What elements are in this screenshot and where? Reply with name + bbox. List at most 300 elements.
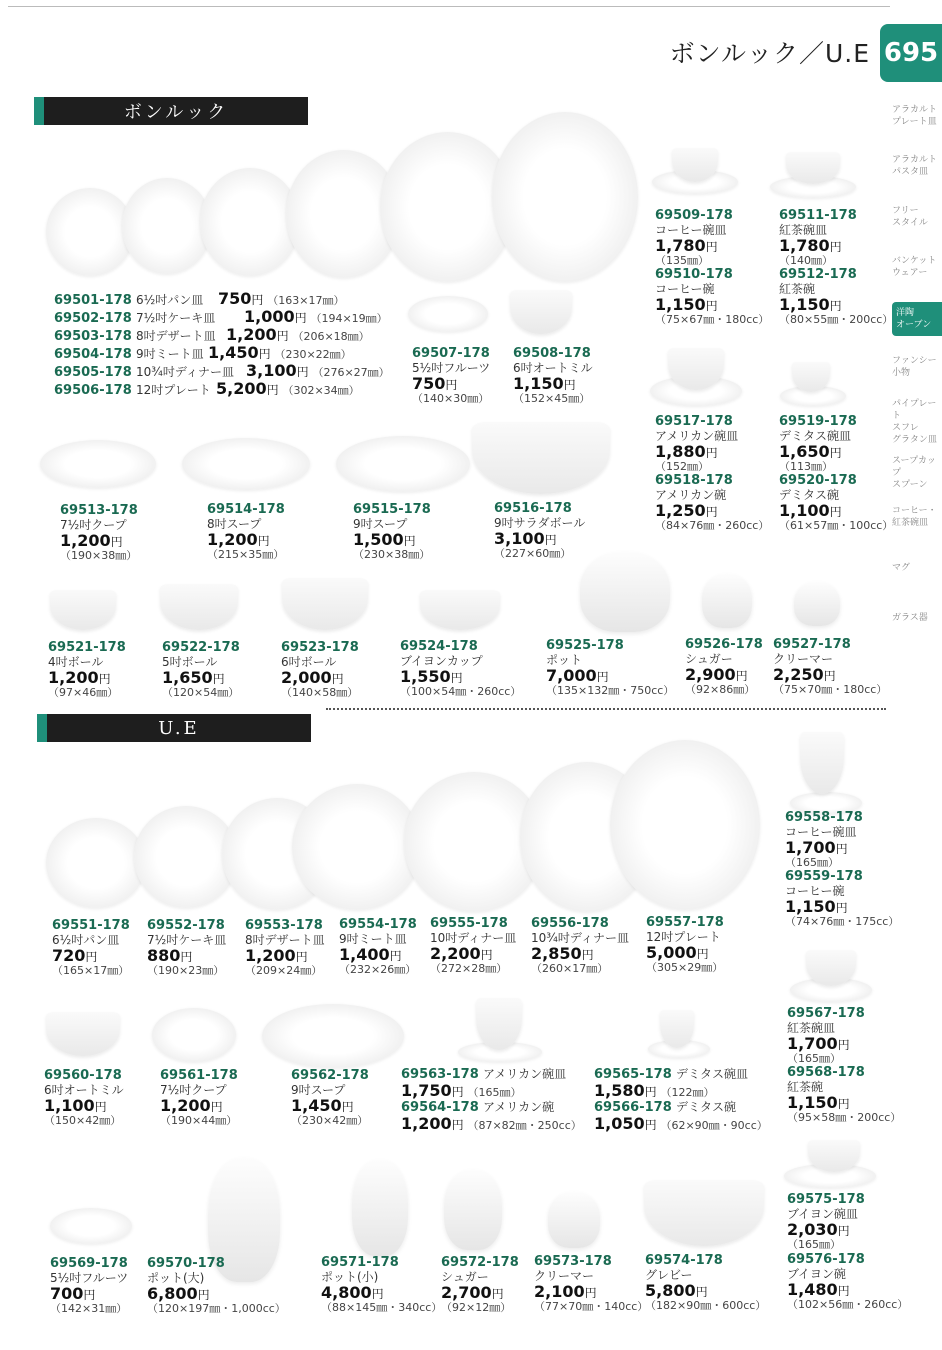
soup-plate-image bbox=[262, 1004, 404, 1068]
product-69552 bbox=[147, 919, 226, 978]
product-price: 1,200 bbox=[160, 1096, 211, 1115]
product-price: 2,000 bbox=[281, 668, 332, 687]
yen-unit: 円 bbox=[295, 950, 308, 964]
product-price: 1,150 bbox=[513, 374, 564, 393]
product-size: （165㎜） bbox=[785, 856, 839, 869]
sidebar-label: スタイル bbox=[892, 218, 928, 228]
product-price: 1,000 bbox=[244, 307, 295, 326]
yen-unit: 円 bbox=[341, 1100, 354, 1114]
product-code: 69559-178 bbox=[785, 869, 863, 884]
bowl-image bbox=[160, 584, 238, 630]
product-69513 bbox=[60, 504, 138, 563]
teapot-image bbox=[580, 552, 670, 632]
product-code: 69561-178 bbox=[160, 1068, 238, 1083]
product-price: 1,550 bbox=[400, 667, 451, 686]
yen-unit: 円 bbox=[829, 505, 842, 519]
product-size: （140×30㎜） bbox=[412, 392, 490, 405]
product-price: 1,780 bbox=[779, 236, 830, 255]
product-69562 bbox=[291, 1069, 369, 1128]
product-size: （190×44㎜） bbox=[160, 1114, 238, 1127]
fruit-bowl-image bbox=[408, 296, 488, 332]
product-name: 5½吋フルーツ bbox=[412, 361, 491, 375]
product-price: 1,700 bbox=[785, 838, 836, 857]
product-price: 750 bbox=[412, 374, 446, 393]
product-name: デミタス碗皿 bbox=[676, 1067, 749, 1081]
yen-unit: 円 bbox=[85, 950, 98, 964]
list-item bbox=[54, 380, 360, 399]
yen-unit: 円 bbox=[829, 299, 842, 313]
gravy-boat-image bbox=[644, 1180, 764, 1246]
product-code: 69515-178 bbox=[353, 502, 431, 517]
product-code: 69509-178 bbox=[655, 208, 733, 223]
product-69510 bbox=[655, 268, 769, 327]
product-size: （75×67㎜・180cc） bbox=[655, 313, 770, 326]
product-name: 9吋サラダボール bbox=[494, 516, 586, 530]
sidebar-item-mug[interactable] bbox=[892, 562, 942, 574]
product-name: 紅茶碗 bbox=[787, 1080, 824, 1094]
plate-image bbox=[46, 188, 134, 276]
yen-unit: 円 bbox=[835, 901, 848, 915]
product-69527 bbox=[773, 638, 887, 697]
sidebar-item-banquet[interactable] bbox=[892, 255, 942, 279]
product-price: 720 bbox=[52, 946, 86, 965]
yen-unit: 円 bbox=[837, 1284, 850, 1298]
yen-unit: 円 bbox=[644, 1085, 657, 1099]
product-name: 紅茶碗皿 bbox=[779, 223, 828, 237]
product-size: （227×60㎜） bbox=[494, 547, 572, 560]
product-code: 69567-178 bbox=[787, 1006, 865, 1021]
product-code: 69560-178 bbox=[44, 1068, 122, 1083]
product-69512 bbox=[779, 268, 893, 327]
product-name: 9吋スープ bbox=[353, 517, 408, 531]
product-size: （150×42㎜） bbox=[44, 1114, 122, 1127]
product-size: （190×38㎜） bbox=[60, 549, 138, 562]
product-size: （92×86㎜） bbox=[685, 683, 756, 696]
product-code: 69510-178 bbox=[655, 267, 733, 282]
product-price: 1,580 bbox=[594, 1081, 645, 1100]
product-price: 1,100 bbox=[779, 501, 830, 520]
product-69576 bbox=[787, 1253, 908, 1312]
yen-unit: 円 bbox=[451, 1085, 464, 1099]
product-size: （97×46㎜） bbox=[48, 686, 119, 699]
creamer-image bbox=[794, 582, 840, 626]
product-69521 bbox=[48, 641, 126, 700]
product-name: デミタス碗 bbox=[676, 1100, 737, 1114]
product-code: 69521-178 bbox=[48, 640, 126, 655]
product-name: ブイヨン碗皿 bbox=[787, 1207, 858, 1221]
yen-unit: 円 bbox=[705, 505, 718, 519]
product-code: 69573-178 bbox=[534, 1254, 612, 1269]
product-name: 10¾吋ディナー皿 bbox=[136, 365, 234, 379]
product-price: 1,200 bbox=[245, 946, 296, 965]
product-code: 69523-178 bbox=[281, 640, 359, 655]
product-size: （62×90㎜・90cc） bbox=[660, 1119, 768, 1132]
product-code: 69505-178 bbox=[54, 365, 132, 380]
product-code: 69572-178 bbox=[441, 1255, 519, 1270]
product-size: （272×28㎜） bbox=[430, 962, 508, 975]
product-69568 bbox=[787, 1066, 901, 1125]
product-name: 7½吋ケーキ皿 bbox=[147, 933, 227, 947]
plate-image bbox=[122, 178, 212, 274]
yen-unit: 円 bbox=[371, 1287, 384, 1301]
product-price: 1,250 bbox=[655, 501, 706, 520]
sidebar-label: グラタン皿 bbox=[892, 435, 937, 445]
product-code: 69563-178 bbox=[401, 1067, 479, 1082]
product-code: 69526-178 bbox=[685, 637, 763, 652]
product-name: 5吋ボール bbox=[162, 655, 218, 669]
product-name: 10¾吋ディナー皿 bbox=[531, 931, 629, 945]
product-69520 bbox=[779, 474, 893, 533]
product-name: 7½吋ケーキ皿 bbox=[136, 311, 216, 325]
product-code: 69569-178 bbox=[50, 1256, 128, 1271]
product-price: 5,800 bbox=[645, 1281, 696, 1300]
sidebar-label: ガラス器 bbox=[892, 613, 928, 623]
product-size: （74×76㎜・175cc） bbox=[785, 915, 900, 928]
sidebar-item-soup-cup[interactable] bbox=[892, 455, 942, 491]
product-name: 7½吋クープ bbox=[160, 1083, 227, 1097]
sidebar-label: フリー bbox=[892, 206, 919, 216]
product-price: 1,200 bbox=[60, 531, 111, 550]
product-size: （232×26㎜） bbox=[339, 963, 417, 976]
product-69573 bbox=[534, 1255, 648, 1314]
product-code: 69517-178 bbox=[655, 414, 733, 429]
product-size: （194×19㎜） bbox=[310, 312, 388, 325]
yen-unit: 円 bbox=[644, 1118, 657, 1132]
product-name: シュガー bbox=[685, 652, 733, 666]
sidebar-item-pie-plate[interactable] bbox=[892, 398, 942, 446]
product-name: ブイヨンカップ bbox=[400, 654, 483, 668]
product-code: 69551-178 bbox=[52, 918, 130, 933]
product-name: 8吋デザート皿 bbox=[245, 933, 325, 947]
product-name: コーヒー碗皿 bbox=[655, 223, 727, 237]
yen-unit: 円 bbox=[276, 329, 289, 343]
product-code: 69501-178 bbox=[54, 293, 132, 308]
product-price: 2,850 bbox=[531, 944, 582, 963]
plate-image bbox=[492, 112, 638, 282]
product-price: 1,450 bbox=[291, 1096, 342, 1115]
yen-unit: 円 bbox=[197, 1288, 210, 1302]
product-size: （302×34㎜） bbox=[282, 384, 360, 397]
product-price: 1,150 bbox=[655, 295, 706, 314]
sidebar-label: マグ bbox=[892, 563, 911, 573]
product-size: （84×76㎜・260cc） bbox=[655, 519, 770, 532]
sidebar-label: パイプレート bbox=[892, 399, 937, 421]
product-price: 880 bbox=[147, 946, 181, 965]
sidebar-item-western-oven[interactable] bbox=[892, 302, 942, 336]
product-69517 bbox=[655, 415, 738, 474]
product-code: 69522-178 bbox=[162, 640, 240, 655]
product-code: 69552-178 bbox=[147, 918, 225, 933]
product-name: 6吋オートミル bbox=[44, 1083, 124, 1097]
product-69570 bbox=[147, 1257, 286, 1316]
product-code: 69514-178 bbox=[207, 502, 285, 517]
product-price: 750 bbox=[218, 289, 252, 308]
product-name: ポット(大) bbox=[147, 1271, 205, 1285]
product-69508 bbox=[513, 347, 593, 406]
product-code: 69518-178 bbox=[655, 473, 733, 488]
product-code: 69576-178 bbox=[787, 1252, 865, 1267]
product-name: クリーマー bbox=[773, 652, 834, 666]
bowl-image bbox=[282, 578, 368, 630]
product-69526 bbox=[685, 638, 763, 697]
product-69567 bbox=[787, 1007, 865, 1066]
product-69516 bbox=[494, 502, 585, 561]
sidebar-item-alacarte-plate[interactable] bbox=[892, 104, 942, 128]
creamer-image bbox=[548, 1192, 600, 1248]
product-name: 12吋プレート bbox=[136, 383, 211, 397]
sidebar-label: スプーン bbox=[892, 480, 928, 490]
sidebar-label: アラカルト bbox=[892, 155, 938, 165]
yen-unit: 円 bbox=[294, 311, 307, 325]
product-size: （206×18㎜） bbox=[292, 330, 370, 343]
fruit-bowl-image bbox=[50, 1208, 132, 1244]
product-69558 bbox=[785, 811, 863, 870]
product-price: 1,200 bbox=[401, 1114, 452, 1133]
product-code: 69554-178 bbox=[339, 917, 417, 932]
product-price: 1,700 bbox=[787, 1034, 838, 1053]
product-code: 69524-178 bbox=[400, 639, 478, 654]
page-title: ボンルック／U.E bbox=[669, 39, 870, 68]
product-name: 4吋ボール bbox=[48, 655, 104, 669]
product-size: （182×90㎜・600cc） bbox=[645, 1299, 767, 1312]
product-name: 9吋スープ bbox=[291, 1083, 346, 1097]
product-code: 69507-178 bbox=[412, 346, 490, 361]
sidebar-label: 洋陶 bbox=[896, 308, 915, 318]
yen-unit: 円 bbox=[835, 842, 848, 856]
bowl-image bbox=[50, 590, 116, 630]
product-size: （163×17㎜） bbox=[267, 294, 345, 307]
product-code: 69574-178 bbox=[645, 1253, 723, 1268]
product-size: （80×55㎜・200cc） bbox=[779, 313, 894, 326]
sidebar-label: 小物 bbox=[892, 368, 911, 378]
product-name: 12吋プレート bbox=[646, 930, 721, 944]
sidebar-label: プレート皿 bbox=[892, 117, 937, 127]
product-price: 1,200 bbox=[207, 530, 258, 549]
product-size: （165㎜） bbox=[787, 1052, 841, 1065]
product-size: （120×54㎜） bbox=[162, 686, 240, 699]
product-code: 69506-178 bbox=[54, 383, 132, 398]
product-69560 bbox=[44, 1069, 124, 1128]
product-code: 69562-178 bbox=[291, 1068, 369, 1083]
product-code: 69527-178 bbox=[773, 637, 851, 652]
sidebar-item-alacarte-pasta[interactable] bbox=[892, 154, 942, 178]
product-code: 69558-178 bbox=[785, 810, 863, 825]
product-code: 69575-178 bbox=[787, 1192, 865, 1207]
product-price: 1,750 bbox=[401, 1081, 452, 1100]
sidebar-item-glass[interactable] bbox=[892, 612, 942, 624]
product-name: デミタス碗 bbox=[779, 488, 840, 502]
product-size: （152×45㎜） bbox=[513, 392, 591, 405]
product-name: ポット(小) bbox=[321, 1270, 379, 1284]
yen-unit: 円 bbox=[258, 347, 271, 361]
yen-unit: 円 bbox=[735, 669, 748, 683]
yen-unit: 円 bbox=[450, 671, 463, 685]
product-size: （100×54㎜・260cc） bbox=[400, 685, 522, 698]
yen-unit: 円 bbox=[563, 378, 576, 392]
sugar-bowl-image bbox=[444, 1170, 502, 1250]
product-name: コーヒー碗 bbox=[655, 282, 715, 296]
product-code: 69504-178 bbox=[54, 347, 132, 362]
product-69575 bbox=[787, 1193, 865, 1252]
product-size: （142×31㎜） bbox=[50, 1302, 128, 1315]
sidebar-label: バンケット bbox=[892, 256, 937, 266]
product-69515 bbox=[353, 503, 431, 562]
product-price: 2,900 bbox=[685, 665, 736, 684]
product-code: 69511-178 bbox=[779, 208, 857, 223]
product-name: 9吋ミート皿 bbox=[339, 932, 407, 946]
product-name: ブイヨン碗 bbox=[787, 1267, 846, 1281]
product-code: 69570-178 bbox=[147, 1256, 225, 1271]
product-price: 5,200 bbox=[216, 379, 267, 398]
product-69522 bbox=[162, 641, 240, 700]
product-69554 bbox=[339, 918, 417, 977]
product-price: 6,800 bbox=[147, 1284, 198, 1303]
yen-unit: 円 bbox=[331, 672, 344, 686]
product-size: （230×22㎜） bbox=[274, 348, 352, 361]
product-size: （61×57㎜・100cc） bbox=[779, 519, 894, 532]
product-size: （120×197㎜・1,000cc） bbox=[147, 1302, 286, 1315]
list-item bbox=[54, 290, 344, 309]
product-size: （75×70㎜・180cc） bbox=[773, 683, 888, 696]
yen-unit: 円 bbox=[257, 534, 270, 548]
yen-unit: 円 bbox=[705, 240, 718, 254]
section-banner-ue: U.E bbox=[37, 714, 311, 742]
product-69559 bbox=[785, 870, 899, 929]
section-banner-bonlook: ボンルック bbox=[34, 97, 308, 125]
yen-unit: 円 bbox=[491, 1287, 504, 1301]
product-price: 1,150 bbox=[785, 897, 836, 916]
product-name: グレビー bbox=[645, 1268, 693, 1282]
product-code: 69565-178 bbox=[594, 1067, 672, 1082]
product-code: 69508-178 bbox=[513, 346, 591, 361]
product-size: （230×38㎜） bbox=[353, 548, 431, 561]
product-code: 69512-178 bbox=[779, 267, 857, 282]
yen-unit: 円 bbox=[180, 950, 193, 964]
yen-unit: 円 bbox=[451, 1118, 464, 1132]
product-size: （165㎜） bbox=[467, 1086, 522, 1099]
product-price: 1,880 bbox=[655, 442, 706, 461]
product-69524 bbox=[400, 640, 521, 699]
product-69518 bbox=[655, 474, 769, 533]
product-69566-price bbox=[594, 1115, 768, 1134]
product-size: （165㎜） bbox=[787, 1238, 841, 1251]
product-69514 bbox=[207, 503, 285, 562]
oatmeal-bowl-image bbox=[510, 290, 572, 334]
product-name: 6吋オートミル bbox=[513, 361, 593, 375]
product-size: （152㎜） bbox=[655, 460, 709, 473]
product-price: 1,400 bbox=[339, 945, 390, 964]
sidebar-label: パスタ皿 bbox=[892, 167, 929, 177]
product-name: アメリカン碗皿 bbox=[655, 429, 739, 443]
product-name: クリーマー bbox=[534, 1269, 595, 1283]
sidebar-item-fancy[interactable] bbox=[892, 355, 942, 379]
product-price: 5,000 bbox=[646, 943, 697, 962]
product-size: （305×29㎜） bbox=[646, 961, 724, 974]
product-code: 69503-178 bbox=[54, 329, 132, 344]
teapot-small-image bbox=[352, 1160, 408, 1256]
product-size: （113㎜） bbox=[779, 460, 833, 473]
product-69523 bbox=[281, 641, 359, 700]
top-rule bbox=[8, 6, 890, 7]
yen-unit: 円 bbox=[110, 535, 123, 549]
product-price: 2,700 bbox=[441, 1283, 492, 1302]
product-69511 bbox=[779, 209, 857, 268]
sidebar-item-freestyle[interactable] bbox=[892, 205, 942, 229]
product-name: 8吋デザート皿 bbox=[136, 329, 216, 343]
product-name: 5½吋フルーツ bbox=[50, 1271, 129, 1285]
product-price: 1,150 bbox=[787, 1093, 838, 1112]
product-code: 69571-178 bbox=[321, 1255, 399, 1270]
product-price: 1,200 bbox=[226, 325, 277, 344]
product-name: アメリカン碗皿 bbox=[483, 1067, 567, 1081]
product-size: （140㎜） bbox=[779, 254, 833, 267]
product-code: 69502-178 bbox=[54, 311, 132, 326]
coupe-image bbox=[40, 440, 156, 488]
product-price: 2,200 bbox=[430, 944, 481, 963]
yen-unit: 円 bbox=[581, 948, 594, 962]
product-price: 1,650 bbox=[779, 442, 830, 461]
product-price: 3,100 bbox=[246, 361, 297, 380]
yen-unit: 円 bbox=[98, 672, 111, 686]
cup-image bbox=[800, 732, 844, 794]
yen-unit: 円 bbox=[212, 672, 225, 686]
yen-unit: 円 bbox=[829, 446, 842, 460]
yen-unit: 円 bbox=[94, 1100, 107, 1114]
sidebar-label: オーブン bbox=[896, 320, 932, 330]
yen-unit: 円 bbox=[829, 240, 842, 254]
product-code: 69566-178 bbox=[594, 1100, 672, 1115]
yen-unit: 円 bbox=[705, 299, 718, 313]
sugar-bowl-image bbox=[702, 574, 752, 628]
product-code: 69556-178 bbox=[531, 916, 609, 931]
yen-unit: 円 bbox=[823, 669, 836, 683]
product-code: 69557-178 bbox=[646, 915, 724, 930]
product-name: 紅茶碗皿 bbox=[787, 1021, 836, 1035]
sidebar-label: スフレ bbox=[892, 423, 919, 433]
product-name: コーヒー碗 bbox=[785, 884, 845, 898]
product-code: 69553-178 bbox=[245, 918, 323, 933]
product-size: （87×82㎜・250cc） bbox=[467, 1119, 582, 1132]
product-size: （230×42㎜） bbox=[291, 1114, 369, 1127]
product-price: 2,030 bbox=[787, 1220, 838, 1239]
product-size: （209×24㎜） bbox=[245, 964, 323, 977]
sidebar-label: スープカップ bbox=[892, 456, 936, 478]
bouillon-cup-image bbox=[420, 590, 500, 630]
plate-image bbox=[292, 784, 422, 910]
product-size: （88×145㎜・340cc） bbox=[321, 1301, 443, 1314]
sidebar-label: 紅茶碗皿 bbox=[892, 518, 929, 528]
yen-unit: 円 bbox=[596, 670, 609, 684]
product-size: （102×56㎜・260cc） bbox=[787, 1298, 909, 1311]
product-size: （165×17㎜） bbox=[52, 964, 130, 977]
product-size: （276×27㎜） bbox=[312, 366, 390, 379]
sidebar-item-coffee-tea[interactable] bbox=[892, 505, 942, 529]
product-price: 2,100 bbox=[534, 1282, 585, 1301]
product-code: 69555-178 bbox=[430, 916, 508, 931]
soup-plate-image bbox=[182, 438, 310, 490]
product-69555 bbox=[430, 917, 516, 976]
product-size: （135㎜） bbox=[655, 254, 709, 267]
soup-plate-image bbox=[336, 436, 470, 492]
list-item bbox=[54, 344, 352, 363]
product-code: 69568-178 bbox=[787, 1065, 865, 1080]
yen-unit: 円 bbox=[210, 1100, 223, 1114]
product-code: 69520-178 bbox=[779, 473, 857, 488]
product-69507 bbox=[412, 347, 490, 406]
product-price: 3,100 bbox=[494, 529, 545, 548]
product-price: 1,050 bbox=[594, 1114, 645, 1133]
sidebar-label: アラカルト bbox=[892, 105, 938, 115]
